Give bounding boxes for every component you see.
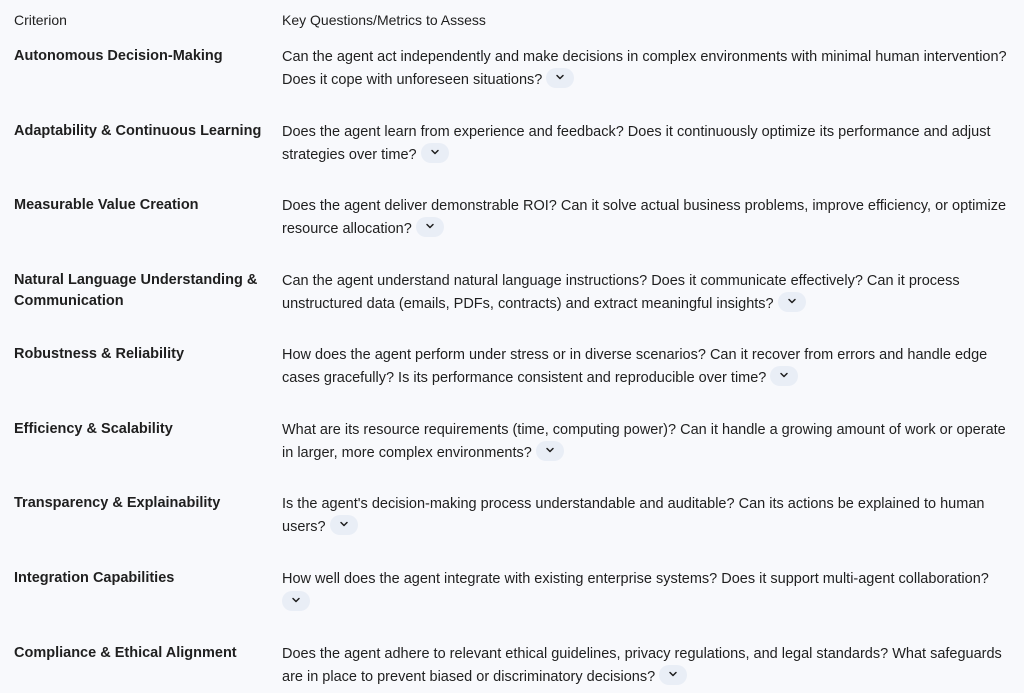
- header-questions: Key Questions/Metrics to Assess: [282, 12, 486, 28]
- chevron-down-icon[interactable]: [546, 68, 574, 88]
- chevron-down-icon[interactable]: [778, 292, 806, 312]
- criterion-cell: Efficiency & Scalability: [14, 421, 173, 437]
- questions-text: Can the agent act independently and make decisions in complex environments with minimal human intervention? Does it cope with unforeseen situations?: [282, 49, 1007, 88]
- questions-text: Does the agent adhere to relevant ethical guidelines, privacy regulations, and legal standards? What safeguards are in place to prevent biased or discriminatory decisions?: [282, 646, 1002, 685]
- questions-text: Is the agent's decision-making process understandable and auditable? Can its actions be explained to human users?: [282, 496, 985, 535]
- chevron-down-icon[interactable]: [282, 591, 310, 611]
- chevron-down-icon[interactable]: [421, 143, 449, 163]
- questions-cell: [282, 195, 1017, 240]
- criterion-cell: Adaptability & Continuous Learning: [14, 123, 262, 139]
- criterion-cell: Measurable Value Creation: [14, 197, 199, 213]
- chevron-down-icon[interactable]: [330, 515, 358, 535]
- questions-cell: [282, 493, 1017, 538]
- chevron-down-icon[interactable]: [416, 217, 444, 237]
- chevron-down-icon[interactable]: [770, 366, 798, 386]
- table-header: [0, 0, 1024, 40]
- questions-cell: [282, 344, 1017, 389]
- questions-text: How well does the agent integrate with existing enterprise systems? Does it support multi-agent collaboration?: [282, 571, 989, 587]
- questions-cell: [282, 419, 1017, 464]
- questions-cell: [282, 270, 1017, 315]
- questions-text: How does the agent perform under stress or in diverse scenarios? Can it recover from errors and handle edge cases gracefully? Is its performance consistent and reproducible over time?: [282, 347, 988, 386]
- chevron-down-icon[interactable]: [659, 665, 687, 685]
- questions-cell: [282, 643, 1017, 688]
- criterion-cell: Integration Capabilities: [14, 570, 175, 586]
- criterion-cell: Transparency & Explainability: [14, 495, 221, 511]
- questions-cell: [282, 46, 1017, 91]
- chevron-down-icon[interactable]: [536, 441, 564, 461]
- criterion-cell: Robustness & Reliability: [14, 346, 185, 362]
- questions-cell: [282, 568, 1017, 611]
- questions-text: Does the agent learn from experience and feedback? Does it continuously optimize its performance and adjust strategies over time?: [282, 124, 991, 163]
- criterion-cell: Compliance & Ethical Alignment: [14, 645, 237, 661]
- header-criterion: Criterion: [14, 12, 67, 28]
- criterion-cell: Natural Language Understanding & Communication: [14, 272, 258, 309]
- questions-text: What are its resource requirements (time, computing power)? Can it handle a growing amount of work or operate in larger, more complex environments?: [282, 422, 1006, 461]
- questions-cell: [282, 121, 1017, 166]
- questions-text: Does the agent deliver demonstrable ROI? Can it solve actual business problems, improve efficiency, or optimize resource allocation?: [282, 198, 1007, 237]
- criterion-cell: Autonomous Decision-Making: [14, 48, 223, 64]
- questions-text: Can the agent understand natural language instructions? Does it communicate effectively? Can it process unstructured data (emails, PDFs, contracts) and extract meaningful insights?: [282, 273, 960, 312]
